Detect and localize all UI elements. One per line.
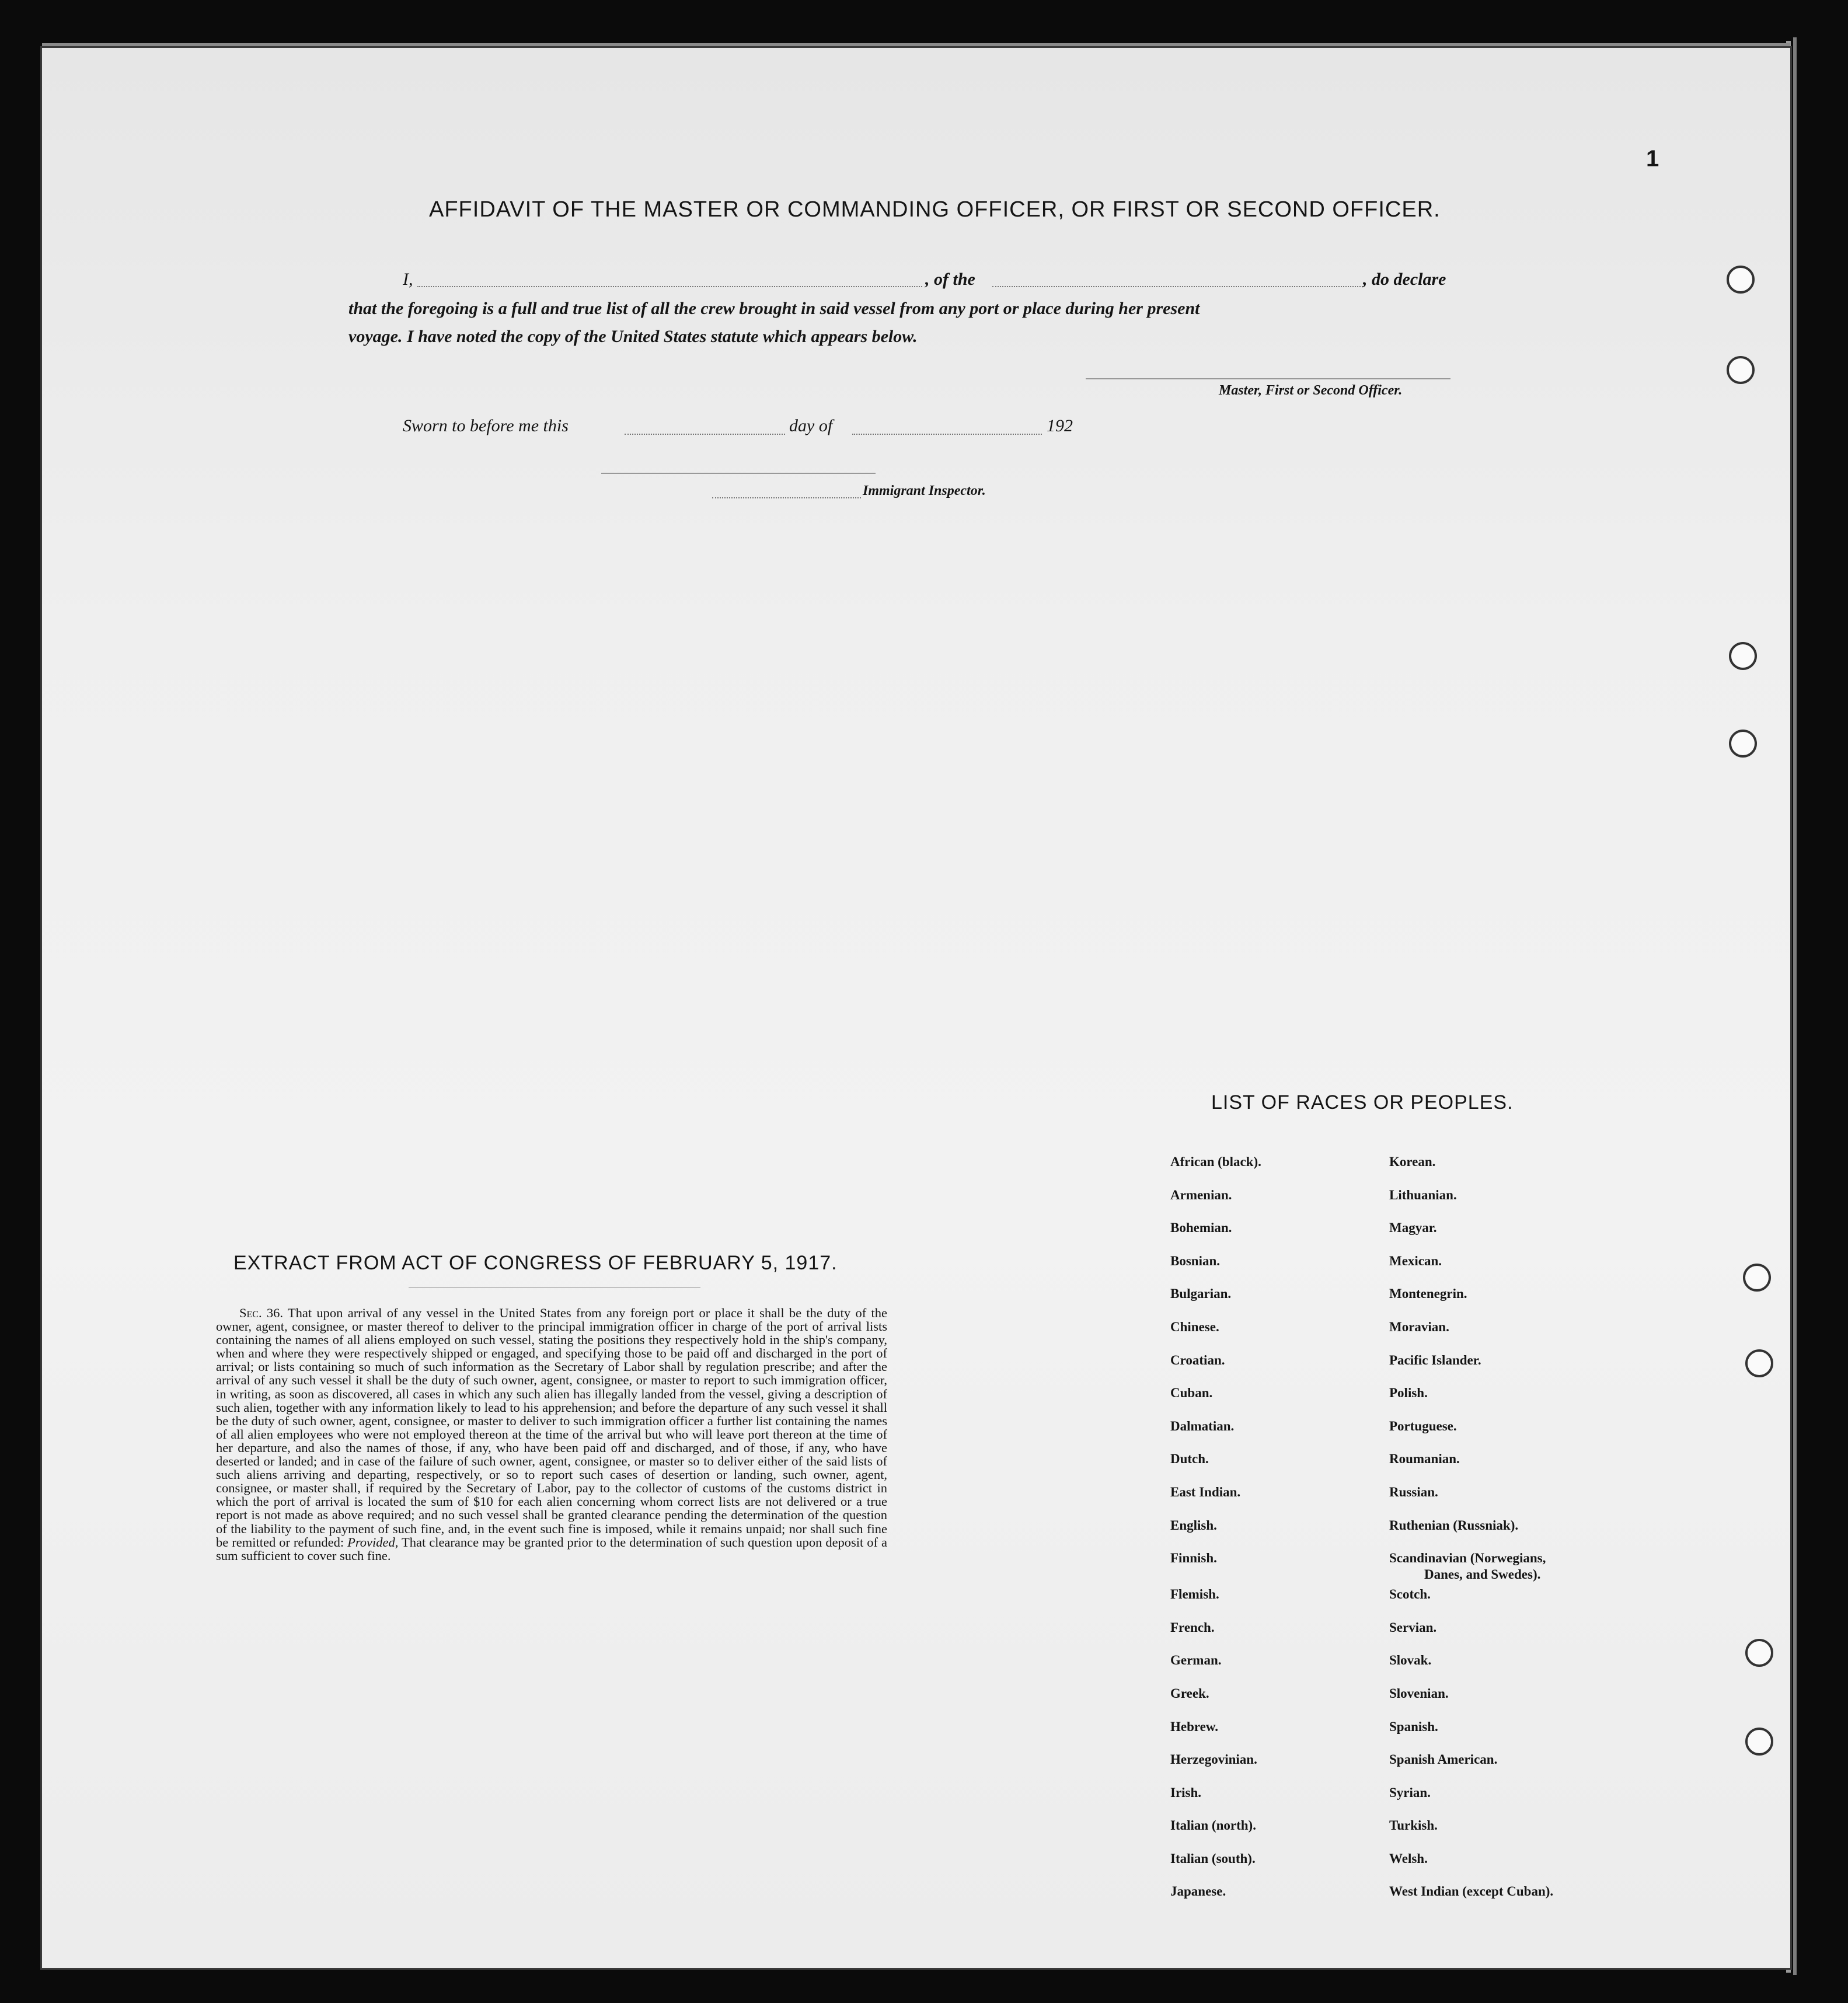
- race-item: Russian.: [1389, 1484, 1438, 1499]
- page-edge-right-2: [1793, 37, 1797, 1975]
- sworn-month-field[interactable]: [852, 434, 1042, 435]
- master-signature-caption: Master, First or Second Officer.: [1219, 383, 1403, 398]
- affidavit-do-declare: , do declare: [1363, 270, 1446, 289]
- binder-hole: [1727, 356, 1755, 384]
- race-item: Lithuanian.: [1389, 1187, 1457, 1202]
- race-item: Hebrew.: [1170, 1719, 1218, 1734]
- race-item: East Indian.: [1170, 1484, 1241, 1499]
- race-item: Bosnian.: [1170, 1253, 1221, 1268]
- race-item: Slovak.: [1389, 1653, 1432, 1668]
- race-item: Slovenian.: [1389, 1686, 1449, 1701]
- race-item: Armenian.: [1170, 1187, 1232, 1202]
- race-item: West Indian (except Cuban).: [1389, 1884, 1554, 1899]
- race-item: Cuban.: [1170, 1386, 1213, 1401]
- inspector-signature-caption: Immigrant Inspector.: [863, 483, 986, 498]
- affidavit-line-2: voyage. I have noted the copy of the United States statute which appears below.: [348, 327, 918, 346]
- race-item: Dutch.: [1170, 1451, 1209, 1467]
- race-item: Bulgarian.: [1170, 1286, 1232, 1301]
- race-item: Korean.: [1389, 1154, 1436, 1169]
- page-edge-top: [42, 43, 1790, 47]
- race-item: Montenegrin.: [1389, 1286, 1467, 1301]
- race-item: German.: [1170, 1653, 1222, 1668]
- bleed-through-text: [239, 153, 248, 182]
- extract-title: EXTRACT FROM ACT OF CONGRESS OF FEBRUARY 5, 1917.: [233, 1252, 838, 1274]
- inspector-signature-dotted[interactable]: [712, 497, 861, 498]
- race-item: Turkish.: [1389, 1818, 1438, 1833]
- race-item: Mexican.: [1389, 1253, 1442, 1268]
- race-item: Scandinavian (Norwegians,: [1389, 1551, 1546, 1566]
- affidavit-line-1: that the foregoing is a full and true list of all the crew brought in said vessel from any port or place during her present: [348, 299, 1200, 318]
- vessel-name-field[interactable]: [992, 286, 1363, 287]
- affidavit-i: I,: [403, 270, 413, 289]
- statute-body: That upon arrival of any vessel in the United States from any foreign port or place it shall be the duty of the owner, agent, consignee, or master thereof to deliver to the principal immigration officer in charge of the port of arrival lists containing the names of all aliens employed on such vessel, stating the positions they respectively hold in the ship's company, when and where they were respectively shipped or engaged, and specifying those to be paid off and discharged in the port of arrival; or lists containing so much of such information as the Secretary of Labor shall by regulation prescribe; and after the arrival of any such vessel it shall be the duty of such owner, agent, consignee, or master to report to such immigration officer, in writing, as soon as discovered, all cases in which any such alien has illegally landed from the vessel, giving a description of such alien, together with any information likely to lead to his apprehension; and before the departure of any such vessel it shall be the duty of such owner, agent, consignee, or master to deliver to such immigration officer a further list containing the names of all alien employees who were not employed thereon at the time of the arrival but who will leave port thereon at the time of her departure, and also the names of those, if any, who have been paid off and discharged, and of those, if any, who have deserted or landed; and in case of the failure of such owner, agent, consignee, or master so to deliver either of the said lists of such aliens arriving and departing, respectively, or so to report such cases of desertion or landing, such owner, agent, consignee, or master shall, if required by the Secretary of Labor, pay to the collector of customs of the customs district in which the port of arrival is located the sum of $10 for each alien concerning whom correct lists are not delivered or a true report is not made as above required; and no such vessel shall be granted clearance pending the determination of the question of the liability to the payment of such fine, and, in the event such fine is imposed, while it remains unpaid; nor shall such fine be remitted or refunded:: [216, 1306, 887, 1550]
- races-right-column: [1389, 1154, 1623, 1917]
- race-item: Danes, and Swedes).: [1424, 1567, 1541, 1582]
- binder-hole: [1727, 266, 1755, 294]
- race-item: Italian (south).: [1170, 1851, 1256, 1866]
- binder-hole: [1745, 1349, 1773, 1377]
- race-item: Croatian.: [1170, 1352, 1225, 1367]
- race-item: Polish.: [1389, 1386, 1428, 1401]
- day-of-text: day of: [789, 416, 833, 435]
- race-item: Italian (north).: [1170, 1818, 1256, 1833]
- statute-provided: Provided,: [347, 1534, 399, 1550]
- master-signature-line[interactable]: [1086, 378, 1450, 379]
- binder-hole: [1729, 730, 1757, 758]
- races-left-column: [1170, 1154, 1363, 1917]
- inspector-signature-line[interactable]: [601, 473, 876, 474]
- master-name-field[interactable]: [417, 286, 922, 287]
- race-item: Chinese.: [1170, 1319, 1219, 1334]
- binder-hole: [1743, 1264, 1771, 1292]
- race-item: African (black).: [1170, 1154, 1261, 1169]
- page-mark: 1: [1646, 146, 1659, 172]
- race-item: Herzegovinian.: [1170, 1752, 1257, 1767]
- affidavit-title: AFFIDAVIT OF THE MASTER OR COMMANDING OFFICER, OR FIRST OR SECOND OFFICER.: [429, 197, 1441, 222]
- statute-body-end: That clearance may be granted prior to the determination of such question upon deposit of a sum sufficient to cover such fine.: [216, 1534, 888, 1563]
- race-item: Syrian.: [1389, 1785, 1431, 1800]
- sworn-day-field[interactable]: [625, 434, 785, 435]
- race-item: Roumanian.: [1389, 1451, 1460, 1467]
- race-item: Servian.: [1389, 1620, 1437, 1635]
- race-item: Spanish.: [1389, 1719, 1438, 1734]
- race-item: Magyar.: [1389, 1220, 1437, 1236]
- statute-section-number: Sec. 36.: [239, 1306, 283, 1320]
- race-item: Scotch.: [1389, 1587, 1431, 1602]
- race-item: English.: [1170, 1517, 1217, 1533]
- binder-hole: [1729, 642, 1757, 670]
- race-item: Welsh.: [1389, 1851, 1428, 1866]
- affidavit-of-the: , of the: [925, 270, 975, 289]
- race-item: Spanish American.: [1389, 1752, 1498, 1767]
- binder-hole: [1745, 1639, 1773, 1667]
- race-item: Irish.: [1170, 1785, 1202, 1800]
- sworn-text: Sworn to before me this: [403, 416, 569, 435]
- statute-sec-36: [216, 1306, 887, 1562]
- race-item: Pacific Islander.: [1389, 1352, 1481, 1367]
- race-item: Ruthenian (Russniak).: [1389, 1517, 1519, 1533]
- race-item: French.: [1170, 1620, 1215, 1635]
- race-item: Flemish.: [1170, 1587, 1219, 1602]
- race-item: Greek.: [1170, 1686, 1209, 1701]
- race-item: Japanese.: [1170, 1884, 1226, 1899]
- race-item: Moravian.: [1389, 1319, 1449, 1334]
- year-prefix: 192: [1047, 416, 1073, 435]
- race-item: Finnish.: [1170, 1551, 1217, 1566]
- race-item: Bohemian.: [1170, 1220, 1232, 1236]
- binder-hole: [1745, 1728, 1773, 1756]
- races-title: LIST OF RACES OR PEOPLES.: [1211, 1091, 1514, 1114]
- race-item: Portuguese.: [1389, 1418, 1457, 1433]
- race-item: Dalmatian.: [1170, 1418, 1235, 1433]
